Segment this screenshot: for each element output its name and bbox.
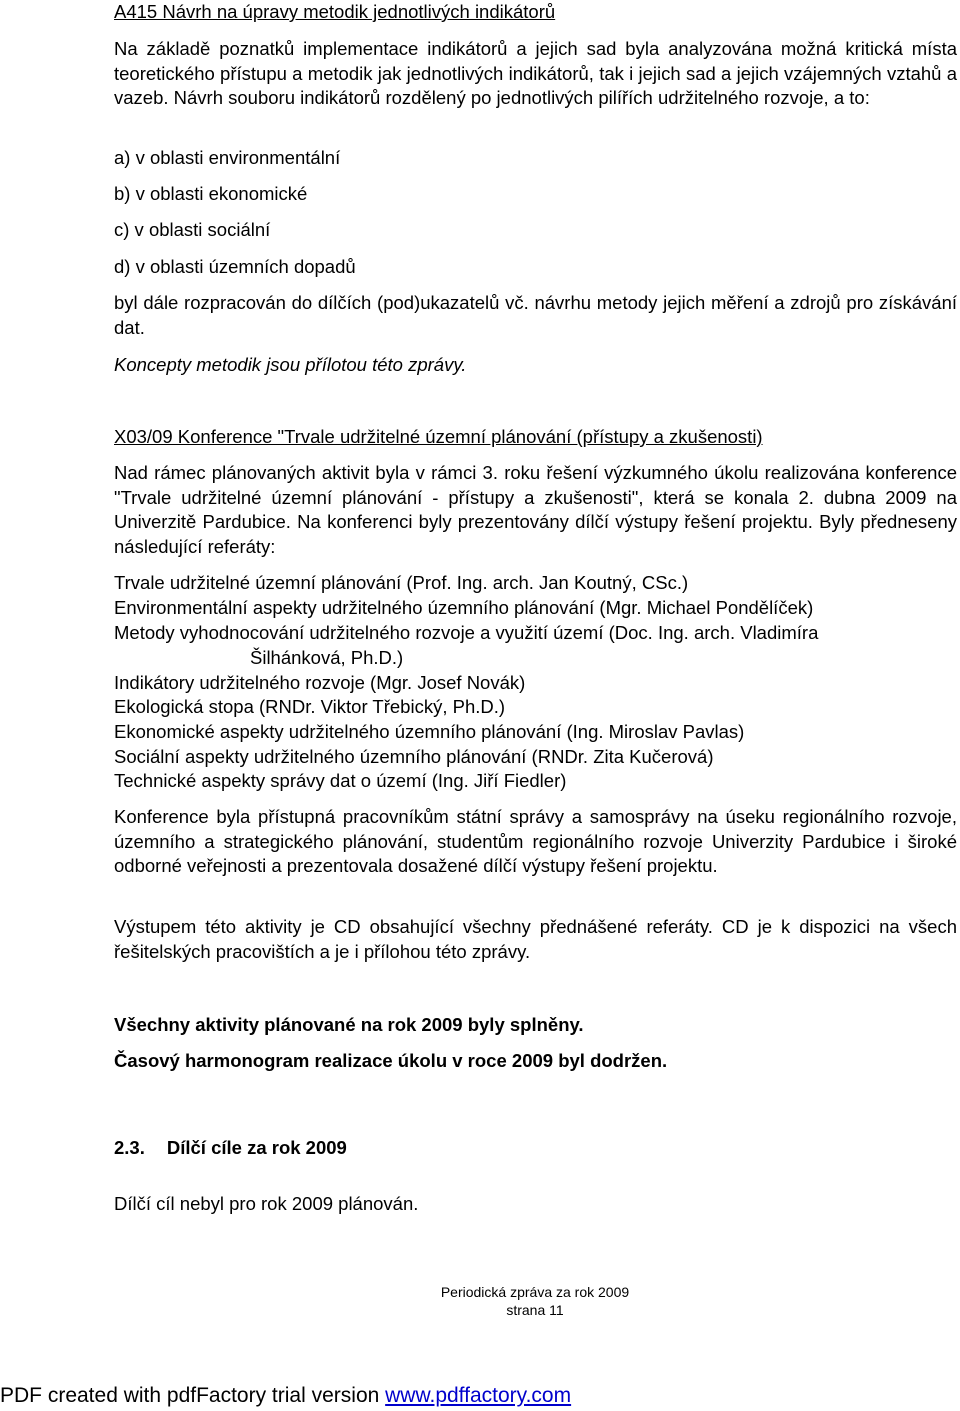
lecture-item: Ekologická stopa (RNDr. Viktor Třebický, Ph.D.) [114,696,506,717]
summary-schedule: Časový harmonogram realizace úkolu v roce 2009 byl dodržen. [114,1050,668,1071]
footer-page-number: strana 11 [506,1302,564,1318]
list-item-environmental: a) v oblasti environmentální [114,147,341,168]
lecture-item: Indikátory udržitelného rozvoje (Mgr. Josef Novák) [114,672,526,693]
section-title: Dílčí cíle za rok 2009 [166,1137,347,1158]
section-2-3-heading [114,1136,957,1161]
section-x03-heading: X03/09 Konference "Trvale udržitelné územní plánování (přístupy a zkušenosti) [114,426,763,447]
lecture-item: Technické aspekty správy dat o území (Ing. Jiří Fiedler) [114,770,567,791]
section-a415-note: Koncepty metodik jsou přílotou této zprávy. [114,354,467,375]
lecture-item: Trvale udržitelné územní plánování (Prof. Ing. arch. Jan Koutný, CSc.) [114,572,689,593]
section-a415-intro: Na základě poznatků implementace indikátorů a jejich sad byla analyzována možná kritická místa teoretického přístupu a metodik jak jednotlivých indikátorů, tak i jejich sad a jejich vzájemných vztahů a vazeb. Návrh souboru indikátorů rozdělený po jednotlivých pilířích udržitelného rozvoje, a to: [114,38,957,109]
pdf-watermark-banner [0,1382,571,1410]
lecture-item: Metody vyhodnocování udržitelného rozvoje a využití území (Doc. Ing. arch. Vladimíra [114,622,819,643]
section-2-3-text: Dílčí cíl nebyl pro rok 2009 plánován. [114,1193,419,1214]
lecture-item: Environmentální aspekty udržitelného územního plánování (Mgr. Michael Pondělíček) [114,597,814,618]
pdffactory-link[interactable]: www.pdffactory.com [385,1384,572,1407]
list-item-economic: b) v oblasti ekonomické [114,183,308,204]
pdf-banner-text: PDF created with pdfFactory trial version [0,1384,386,1407]
section-a415-heading: A415 Návrh na úpravy metodik jednotlivých indikátorů [114,1,556,22]
section-x03-intro: Nad rámec plánovaných aktivit byla v rámci 3. roku řešení výzkumného úkolu realizována konference "Trvale udržitelné územní plánování - přístupy a zkušenosti", která se konala 2. dubna 2009 na Univerzitě Pardubice. Na konferenci byly prezentovány dílčí výstupy řešení projektu. Byly předneseny následující referáty: [114,462,957,557]
section-x03-output-paragraph: Výstupem této aktivity je CD obsahující všechny přednášené referáty. CD je k dispozici na všech řešitelských pracovištích a je i přílohou této zprávy. [114,916,957,962]
section-a415-continuation: byl dále rozpracován do dílčích (pod)ukazatelů vč. návrhu metody jejich měření a zdrojů pro získávání dat. [114,292,957,338]
section-x03-access-paragraph: Konference byla přístupná pracovníkům státní správy a samosprávy na úseku regionálního rozvoje, územního a strategického plánování, studentům regionálního rozvoje Univerzity Pardubice i široké odborné veřejnosti a prezentovala dosažené dílčí výstupy řešení projektu. [114,806,957,877]
lecture-item: Sociální aspekty udržitelného územního plánování (RNDr. Zita Kučerová) [114,746,714,767]
section-number: 2.3. [114,1137,145,1158]
lecture-item: Ekonomické aspekty udržitelného územního plánování (Ing. Miroslav Pavlas) [114,721,745,742]
summary-activities: Všechny aktivity plánované na rok 2009 byly splněny. [114,1014,584,1035]
list-item-social: c) v oblasti sociální [114,219,271,240]
footer-report-title: Periodická zpráva za rok 2009 [440,1284,630,1300]
list-item-territorial: d) v oblasti územních dopadů [114,256,356,277]
lecture-item-continuation: Šilhánková, Ph.D.) [250,647,404,668]
